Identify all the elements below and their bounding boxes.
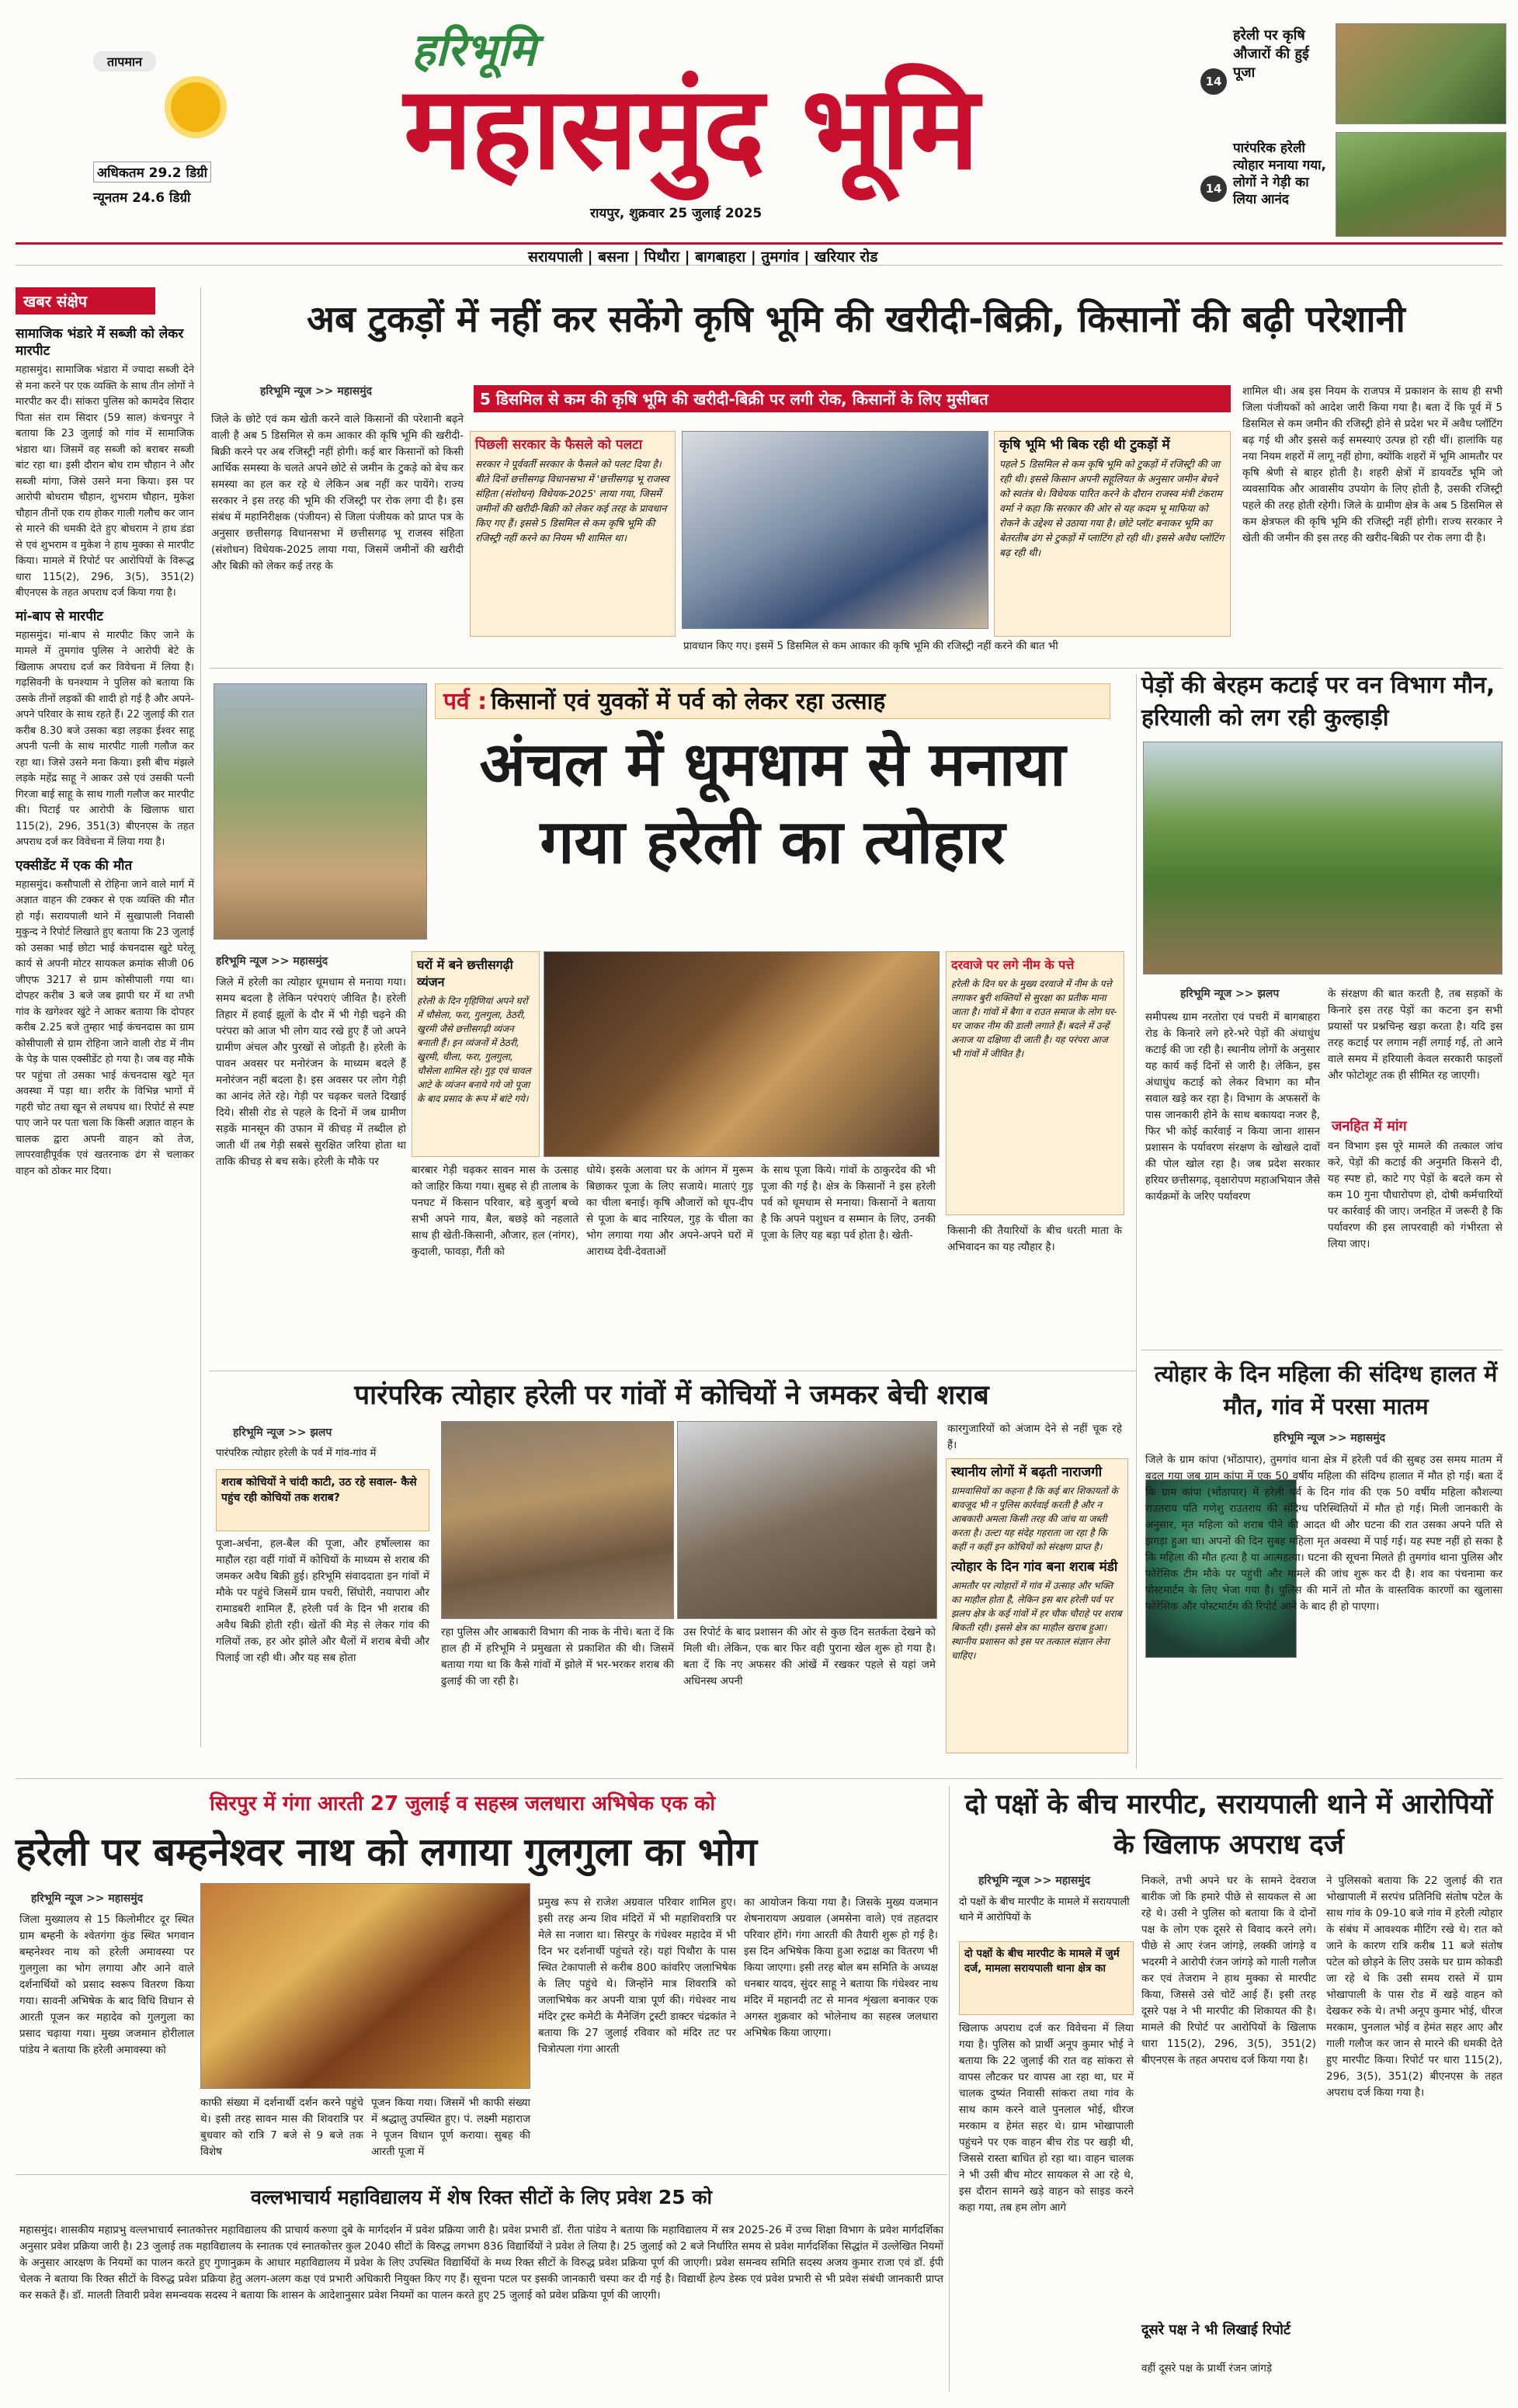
story3-byline: हरिभूमि न्यूज >> झलप [1180,988,1280,1000]
callout-text: शराब कोचियों ने चांदी काटी, उठ रहे सवाल- कैसे पहुंच रही कोचियों तक शराब? [221,1476,417,1504]
sun-icon [171,82,221,132]
story1-photo-office [682,431,988,629]
story7-col2: निकले, तभी अपने घर के सामने देवराज बारीक जो कि हमारे पीछे से सायकल से आ रहे थे। उसी ने पुलिस को बताया कि वे दोनों पक्ष के लोग एक दूसरे से विवाद करने लगे। पीछे से आए रंजन जांगड़े, लक्की जांगड़े व भदरमी ने आरोपी रंजन जांगड़े को गाली गलौज कर एवं तेजराम ने हाथ मुक्का से मारपीट किया, जिससे उसे चोटें आई हैं। इसी तरह दूसरे पक्ष ने भी मारपीट की शिकायत की है। मामले की रिपोर्ट पर आरोपियों के खिलाफ धारा 115(2), 296, 3(5), 351(2) बीएनएस के तहत अपराध दर्ज किया गया है। [1141,1875,1316,2066]
story1-col3: शामिल थी। अब इस नियम के राजपत्र में प्रकाशन के साथ ही सभी जिला पंजीयकों को आदेश जारी किया गया है। बता दें कि पूर्व में 5 डिसमिल से कम जमीन की रजिस्ट्री होने से प्रदेश भर में अवैध प्लॉटिंग बढ़ गई थी और इससे कई समस्याएं उत्पन्न हो रही थीं। हालांकि यह नया नियम शहरों में लागू नहीं होगा, क्योंकि शहरों में भूमि आमतौर पर कृषि श्रेणी से बाहर होती है। शहरी क्षेत्रों में डायवर्टेड भूमि जो व्यवसायिक और आवासीय उपयोग के लिए होती है, उसकी रजिस्ट्री पहले की तरह होती रहेगी। जिले के ग्रामीण क्षेत्र के अब 5 डिसमिल से कम क्षेत्रफल की कृषि भूमि की रजिस्ट्री नहीं होगी। राज्य सरकार ने खेती की जमीन की इस तरह की खरीद-बिक्री पर रोक लगा दी है। [1242,385,1502,544]
story2-col3: धोये। इसके अलावा घर के आंगन में मुरूम बिछाकर पूजा के लिए सजाये। माताएं गुड़ का चीला बनाई। कृषि औजारों को धूप-दीप से पूजा के बाद नारियल, गुड़ के चीला का भोग लगाया गया और अपने-अपने घरों में आराध्य देवी-देवताओं [586,1164,753,1258]
brief-item-body: महासमुंद। सामाजिक भंडारा में ज्यादा सब्जी देने से मना करने पर एक व्यक्ति के साथ तीन लोगों ने मारपीट कर दी। सांकरा पुलिस को कामदेव सिदार पिता संत राम सिदार (59 साल) कंचनपुर ने बताया कि 23 जुलाई को गांव में सामाजिक भंडारा था। जिसमें वह सब्जी को बराबर सब्जी बांट रहा था। इसी दौरान बोध राम चौहान ने और सब्जी मांगा, जिसे उसने मना किया। इस पर आरोपी बोधराम चौहान, शुभराम चौहान, मुकेश चौहान तीनों एक राय होकर गाली गलौच कर जान से मारने की धमकी देते हुए बोधराम ने हाथ डंडा से एवं शुभराम व मुकेश ने हाथ मुक्का से मारपीट किया। मामले में रिपोर्ट पर आरोपियों के विरूद्ध धारा 115(2), 296, 3(5), 351(2) बीएनएस के तहत अपराध दर्ज किया गया है। [16,364,194,599]
story4-col2: रहा पुलिस और आबकारी विभाग की नाक के नीचे। बता दें कि हाल ही में हरिभूमि ने प्रमुखता से प्रकाशित की थी। जिसमें बताया गया था कि कैसे गांवों में झोले में भर-भरकर शराब की ढुलाई की जा रही है। [441,1626,674,1687]
story4-headline: पारंपरिक त्योहार हरेली पर गांवों में कोचियों ने जमकर बेची शराब [354,1380,989,1411]
story1-byline: हरिभूमि न्यूज >> महासमुंद [260,385,373,398]
story5-headline: त्योहार के दिन महिला की संदिग्ध हालत में मौत, गांव में परसा मातम [1154,1360,1498,1419]
dateline: रायपुर, शुक्रवार 25 जुलाई 2025 [590,206,762,221]
story6-col1: जिला मुख्यालय से 15 किलोमीटर दूर स्थित ग्राम बम्हनी के श्वेतगंगा कुंड स्थित भगवान बम्हनेश्वर नाथ को हरेली अमावस्या पर गुलगुला का भोग लगाया और आने वाले दर्शनार्थियों को प्रसाद स्वरूप वितरण किया गया। सावनी अभिषेक के बाद विधि विधान से आरती पूजन कर महादेव को गुलगुला का प्रसाद चढ़ाया गया। मुख्य जजमान होरीलाल पांडेय ने बताया कि हरेली अमावस्या को [19,1913,194,2056]
max-temp: अधिकतम 29.2 डिग्री [93,162,211,182]
story8-headline: वल्लभाचार्य महाविद्यालय में शेष रिक्त सीटों के लिए प्रवेश 25 को [250,2186,713,2208]
story1-col1: जिले के छोटे एवं कम खेती करने वाले किसानों की परेशानी बढ़ने वाली है अब 5 डिसमिल से कम आकार की कृषि भूमि की खरीदी-बिक्री करने पर अब रजिस्ट्री नहीं होगी। कई बार किसानों को किसी आर्थिक समस्या के चलते अपने छोटे से जमीन के टुकड़े को बेच कर समस्या का हल कर रहे थे लेकिन अब नहीं कर पायेंगे। राज्य सरकार ने इस तरह की भूमि की रजिस्ट्री पर रोक लगा दी है। इस संबंध में महानिरीक्षक (पंजीयन) से जिला पंजीयक को प्राप्त पत्र के अनुसार छत्तीसगढ़ विधानसभा में छत्तीसगढ़ भू राजस्व संहिता (संशोधन) विधेयक-2025 लाया गया, जिसमें जमीनों की खरीदी और बिक्री को लेकर कई तरह के [211,413,464,572]
story2-col1: जिले में हरेली का त्योहार धूमधाम से मनाया गया। समय बदला है लेकिन परंपराएं जीवित है। हरेली तिहार में हवाई झूलों के दौर में भी गेड़ी चढ़ने की परंपरा को आज भी लोग याद रखे हुए हैं जो अपने ग्रामीण अंचल और पुरखों से जोड़ती है। हरेली के पावन अवसर पर मनोरंजन के माध्यम बदले हैं मनोरंजन नहीं बदला है। इस अवसर पर लोग गेड़ी का आनंद लेते रहे। गेड़ी पर चढ़कर चलते दिखाई दिये। सीसी रोड से पहले के दिनों में जब ग्रामीण सड़कें मानसून की उफान में कीचड़ में तब्दील हो जाती थीं तब गेड़ी सबसे सुरक्षित जरिया होता था ताकि कीचड़ से बच सके। हरेली के मौके पर [216,976,406,1168]
story1-box1 [470,431,676,637]
callout-text: दो पक्षों के बीच मारपीट के मामले में जुर्म दर्ज, मामला सरायपाली थाना क्षेत्र का [964,1948,1120,1975]
story7-col3: ने पुलिसको बताया कि 22 जुलाई की रात भोखापाली में सरपंच प्रतिनिधि संतोष पटेल के साथ गांव के 09-10 बजे गांव में हरेली त्योहार के संबंध में आवश्यक मीटिंग रखे थे। रात को जाने के कारण रात्रि करीब 11 बजे संतोष पटेल को छोड़ने के लिए उसके घर ग्राम कोकडी जा रहे थे कि उसी समय रास्ते में ग्राम भोखापाली के पास रोड में खड़े वाहन को देखकर रुके थे। तभी अनूप कुमार भोई, धीरज मरकाम, पुनलाल भोई व हेमंत सहर आए और गाली गलौज कर जान से मारने की धमकी देते हुए मारपीट किया। रिपोर्ट पर धारा 115(2), 296, 3(5), 351(2) बीएनएस के तहत अपराध दर्ज किया गया है। [1326,1875,1502,2099]
kicker-text: किसानों एवं युवकों में पर्व को लेकर रहा उत्साह [491,688,886,715]
box-head: दरवाजे पर लगे नीम के पत्ते [951,957,1075,972]
story6-kicker: सिरपुर में गंगा आरती 27 जुलाई व सहस्त्र जलधारा अभिषेक एक को [210,1792,716,1816]
story8-body: महासमुंद। शासकीय महाप्रभु वल्लभाचार्य स्नातकोत्तर महाविद्यालय की प्राचार्य करुणा दुबे के मार्गदर्शन में प्रवेश प्रक्रिया जारी है। प्रवेश प्रभारी डॉ. रीता पांडेय ने बताया कि महाविद्यालय में सत्र 2025-26 में उच्च शिक्षा विभाग के प्रवेश मार्गदर्शिका अनुसार प्रवेश प्रक्रिया जारी है। 23 जुलाई तक महाविद्यालय के स्नातक एवं स्नातकोत्तर कुल 2040 सीटों के विरुद्ध लगभग 836 विद्यार्थियों ने प्रवेश ले लिया है। 25 जुलाई को 2 बजे निर्धारित समय से प्रवेश मार्गदर्शिका सिद्धांत में उल्लेखित नियमों के अनुसार आरक्षण के नियमों का पालन करते हुए गुणानुक्रम के आधार महाविद्यालय में प्रवेश के लिए उपस्थित विद्यार्थियों के मध्य रिक्त सीटों के विरुद्ध प्रवेश प्रक्रिया पूर्ण की जाएगी। प्रवेश समन्वय समिति सदस्य अजय कुमार राजा एवं डॉ. ईपी चेलक ने बताया कि रिक्त सीटों के विरुद्ध प्रवेश प्रक्रिया हेतु अलग-अलग कक्ष एवं प्रभारी अधिकारी नियुक्त किए गए हैं। सूचना पटल पर इसकी जानकारी चस्पा कर दी गई है। विद्यार्थी हेल्प डेस्क एवं प्रवेश प्रभारी से भी प्रवेश संबंधी जानकारी प्राप्त कर सकते हैं। डॉ. मालती तिवारी प्रवेश समन्वयक सदस्य ने बताया कि शासन के आदेशानुसार प्रवेश नियमों का पालन करते हुए 25 जुलाई को प्रवेश प्रक्रिया पूर्ण की जाएगी। [19,2224,943,2302]
story7-sub-body: वहीं दूसरे पक्ष के प्रार्थी रंजन जांगड़े [1141,2362,1273,2375]
teaser-photo-1 [1336,23,1506,124]
story6-col2: काफी संख्या में दर्शनार्थी दर्शन करने पहुंचे थे। इसी तरह सावन मास की शिवरात्रि पर बुधवार को रात्रि 7 बजे से 9 बजे तक विशेष [200,2097,363,2158]
story4-col1: पूजा-अर्चना, हल-बैल की पूजा, और हर्षोल्लास का माहौल रहा वहीं गांवों में कोचियों के माध्यम से शराब की जमकर अवैध बिक्री हुई। हरिभूमि संवाददाता इन गांवों में मौके पर पहुंचे जिसमें ग्राम पचरी, सिंघोरी, नयापारा और रामाडबरी शामिल हैं, हरेली पर्व के दिन भी शराब की अवैध बिक्री होती रही। खेतों की मेड़ से लेकर गांव की गलियों तक, हर ओर झोले और थैलों में शराब बेची और पिलाई जा रही थी। और यह सब होता [216,1538,429,1664]
story7-callout [959,1941,1134,2015]
story4-sidebar [946,1458,1128,1753]
story4-col3: उस रिपोर्ट के बाद प्रशासन की ओर से कुछ दिन सतर्कता देखने को मिली थी। लेकिन, एक बार फिर वही पुराना खेल शुरू हो गया है। बता दें कि नए अफसर की आंखें में रखकर पहले से यहां जमे अधिनस्थ अपनी [683,1626,936,1687]
story3-col3: वन विभाग इस पूरे मामले की तत्काल जांच करे, पेड़ों की कटाई की अनुमति किसने दी, यह स्पष्ट हो, काटे गए पेड़ों के बदले कम से कम 10 गुना पौधारोपण हो, दोषी कर्मचारियों पर कार्रवाई की जाए। जनहित में जरूरी है कि पर्यावरण की इस लापरवाही को गंभीरता से लिया जाए। [1328,1140,1502,1250]
weather-box [16,14,208,231]
story3-col1: समीपस्थ ग्राम नरतोरा एवं पचरी में बागबाहरा रोड के किनारे लगे हरे-भरे पेड़ों की अंधाधुंध कटाई की जा रही है। स्थानीय लोगों के अनुसार यह कार्य कई दिनों से जारी है। लेकिन, इस अंधाधुंध कटाई को लेकर विभाग का मौन सवाल खड़े कर रहा है। विभाग के अफसरों के पास जानकारी होने के साथ बकायदा नजर है, फिर भी कोई कार्रवाई न किया जाना शासन प्रशासन के पर्यावरण संरक्षण के खोखले दावों की पोल खोल रहा है। जब प्रदेश सरकार हरियर छत्तीसगढ़, वृक्षारोपण महाअभियान जैसे कार्यक्रमों के जरिए पर्यावरण [1145,1011,1320,1203]
box-body: सरकार ने पूर्ववर्ती सरकार के फैसले को पलट दिया है। बीते दिनों छत्तीसगढ़ विधानसभा में 'छत्तीसगढ़ भू राजस्व संहिता (संशोधन) विधेयक-2025' लाया गया, जिसमें जमीनों की खरीदी-बिक्री को लेकर कई तरह के प्रावधान किए गए हैं। इससे 5 डिसमिल से कम कृषि भूमि की रजिस्ट्री नहीं करने का नियम भी शामिल था। [475,458,669,544]
brief-column [16,287,194,1778]
story6-col4: प्रमुख रूप से राजेश अग्रवाल परिवार शामिल हुए। इसी तरह अन्य शिव मंदिरों में भी महाशिवरात्रि पर मेले सा नजारा था। सिरपुर के गंधेश्वर महादेव में भी दिन भर दर्शनार्थी पहुंचते रहे। यहां पिथौरा के पास स्थित टेकापाली से करीब 800 कांवरिए जलाभिषेक के लिए पहुंचे थे। जिन्होंने मात्र शिवरात्रि को जलाभिषेक कर अपनी यात्रा पूर्ण की। गंधेश्वर नाथ मंदिर ट्रस्ट कमेटी के मैनेजिंग ट्रस्टी डाक्टर चंद्रकांत ने बताया कि 27 जुलाई रविवार को मंदिर तट पर चित्रोत्पला गंगा आरती [538,1896,736,2055]
teaser-page-badge: 14 [1200,68,1227,95]
weather-label: तापमान [93,51,156,71]
brief-item-body: महासमुंद। मां-बाप से मारपीट किए जाने के मामले में तुमगांव पुलिस ने आरोपी बेटे के खिलाफ अपराध दर्ज कर विवेचना में लिया है। गढ़सिवनी के घनश्याम ने पुलिस को बताया कि उसके तीनों लड़कों की शादी हो गई है और अपने-अपने परिवार के साथ रहते हैं। 22 जुलाई की रात करीब 8.30 बजे उसका बड़ा लड़का ईश्वर साहू अपनी पत्नी के साथ मारपीट गाली गलौज कर रहा था। जिसे उसने मना किया। इसी बीच मंझले लड़के महेंद्र साहू ने आकर उसे एवं उसकी पत्नी गिरजा बाई साहू के साथ गाली गलौज कर मारपीट की। पिटाई पर आरोपी के खिलाफ धारा 115(2), 296, 351(3) बीएनएस के तहत अपराध दर्ज कर विवेचना में लिया गया है। [16,629,194,848]
brand-logo: हरिभूमि [412,23,537,76]
story7-byline: हरिभूमि न्यूज >> महासमुंद [978,1875,1091,1887]
teaser-photo-2 [1336,132,1506,237]
sidebar-sub1-body: ग्रामवासियों का कहना है कि कई बार शिकायतों के बावजूद भी न पुलिस कार्रवाई करती है और न आबकारी अमला किसी तरह की जांच या जब्ती करता है। उल्टा यह संदेह गहराता जा रहा है कि कहीं न कहीं इन कोचियों को संरक्षण प्राप्त है। [951,1485,1118,1552]
story2-photo-gedi-left [214,683,427,940]
towns-list: सरायपाली | बसना | पिथौरा | बागबाहरा | तुमगांव | खरियार रोड [528,248,878,266]
story2-box1 [412,951,540,1157]
story7-lead: दो पक्षों के बीच मारपीट के मामले में सरायपाली थाने में आरोपियों के [959,1896,1130,1923]
teaser-text: हरेली पर कृषि औजारों की हुई पूजा [1233,27,1309,81]
story4-lead: पारंपरिक त्योहार हरेली के पर्व में गांव-गांव में [216,1447,377,1459]
story1-col2: प्रावधान किए गए। इसमें 5 डिसमिल से कम आकार की कृषि भूमि की रजिस्ट्री नहीं करने की बात भी [683,640,1058,652]
sidebar-sub2-body: आमतौर पर त्योहारों में गांव में उत्साह और भक्ति का माहौल होता है, लेकिन इस बार हरेली पर्व पर झलप क्षेत्र के कई गांवों में हर चौक चौराहे पर शराब बिकती रही। इससे क्षेत्र का माहौल खराब हुआ। स्थानीय प्रशासन को इस पर तत्काल संज्ञान लेना चाहिए। [951,1580,1122,1661]
story7-headline: दो पक्षों के बीच मारपीट, सरायपाली थाने में आरोपियों के खिलाफ अपराध दर्ज [964,1789,1493,1861]
box-head: कृषि भूमि भी बिक रही थी टुकड़ों में [999,437,1170,453]
story4-byline: हरिभूमि न्यूज >> झलप [233,1426,332,1439]
story5-byline: हरिभूमि न्यूज >> महासमुंद [1273,1432,1386,1444]
sidebar-sub2: त्योहार के दिन गांव बना शराब मंडी [951,1559,1118,1575]
box-body: हरेली के दिन गृहिणियां अपने घरों में चौसेला, फरा, गुलगुला, ठेठरी, खुरमी जैसे छत्तीसगढ़ी व्यंजन बनाती हैं। इन व्यंजनों में ठेठरी, खुरमी, चीला, फरा, गुलगुला, चौसेला शामिल रहे। गुड़ एवं चावल आटे के व्यंजन बनाये गये जो पूजा के बाद प्रसाद के रूप में बांटे गये। [417,996,531,1104]
story1-strap: 5 डिसमिल से कम की कृषि भूमि की खरीदी-बिक्री पर लगी रोक, किसानों के लिए मुसीबत [474,385,1231,412]
story6-headline: हरेली पर बम्हनेश्वर नाथ को लगाया गुलगुला का भोग [16,1829,758,1875]
teaser-1[interactable] [1165,23,1506,140]
story7-col1: खिलाफ अपराध दर्ज कर विवेचना में लिया गया है। पुलिस को प्रार्थी अनूप कुमार भोई ने बताया कि 22 जुलाई की रात वह सांकरा से वापस लौटकर घर वापस आ रहा था, घर में चालक दुष्यंत निवासी सांकरा तथा गांव के साथ काम करने वाले पुनलाल भोई, धीरज मरकाम व हेमंत सहर थे। ग्राम भोखापाली पहुंचने पर एक वाहन बीच रोड पर खड़ी थी, जिससे रास्ता बाधित हो रहा था। वाहन चालक ने भी उसी बीच मोटर सायकल से आ रहे थे, इस दौरान सामने खड़े वाहन को साइड करने कहा गया, तब हम लोग आगे [959,2022,1134,2214]
story2-col4: के साथ पूजा किये। गांवों के ठाकुरदेव की भी पूजा की गई है। क्षेत्र के किसानों ने इस हरेली पर्व को धूमधाम से मनाया। किसानों ने बताया है कि अपने पशुधन व सम्मान के लिए, उनकी पूजा के लिए यह बड़ा पर्व होता है। खेती- [761,1164,936,1242]
story2-col2: बारबार गेड़ी चढ़कर सावन मास के उत्साह को जाहिर किया गया। सुबह से ही तालाब के पनघट में किसान परिवार, बड़े बुजुर्ग बच्चे सभी अपने गाय, बैल, बछड़े को नहलाते साथ ही खेती-किसानी, औजार, हल (नांगर), कुदाली, फावड़ा, गैंती को [412,1164,578,1258]
box-head: पिछली सरकार के फैसले को पलटा [475,437,643,453]
story3-col2: के संरक्षण की बात करती है, तब सड़कों के किनारे इस तरह पेड़ों का कटना इन सभी प्रयासों पर प्रश्नचिन्ह खड़ा करता है। यदि इस तरह कटाई पर लगाम नहीं लगाई गई, तो आने वाले समय में हरियाली केवल सरकारी फाइलों और फोटोशूट तक ही सीमित रह जाएगी। [1328,988,1502,1082]
story4-photo-liquor-left [441,1421,674,1619]
towns-bar [16,242,1502,266]
story6-col3: पूजन किया गया। जिसमें भी काफी संख्या में श्रद्धालु उपस्थित हुए। पं. लक्ष्मी महाराज ने पूजन विधान पूर्ण कराया। सुबह की आरती पूजा में [371,2097,530,2158]
story1-headline: अब टुकड़ों में नहीं कर सकेंगे कृषि भूमि की खरीदी-बिक्री, किसानों की बढ़ी परेशानी [307,298,1405,341]
story3-subhead: जनहित में मांग [1332,1118,1407,1135]
story2-kicker [435,683,1110,719]
story1-box2 [994,431,1231,637]
story6-col5: का आयोजन किया गया है। जिसके मुख्य यजमान शेषनारायण अग्रवाल (अमसेना वाले) एवं तहतदार परिवार होंगे। गंगा आरती की तैयारी शुरू हो गई है। इस दिन अभिषेक किया हुआ रुद्राक्ष का वितरण भी किया जाएगा। इसी तरह बोल बम समिति के अध्यक्ष धनबार यादव, सुंदर साहू ने बताया कि गंधेश्वर नाथ मंदिर में महानदी तट से मानव शृंखला बनाकर एक अगस्त शुक्रवार को भोलेनाथ का सहस्त्र जलधारा अभिषेक किया जाएगा। [744,1896,938,2039]
story4-col4: कारगुजारियों को अंजाम देने से नहीं चूक रहे हैं। [947,1423,1122,1451]
story4-callout [216,1469,429,1531]
brief-item-body: महासमुंद। कसौपाली से रोहिना जाने वाले मार्ग में अज्ञात वाहन की टक्कर से एक व्यक्ति की मौत हो गई। सरायपाली थाने में सुखापाली निवासी मुकुन्द ने रिपोर्ट लिखाते हुए बताया कि 23 जुलाई को उसका भाई छोटा भाई कंचनदास खुटे घरेलू कार्य से अपनी मोटर सायकल क्रमांक सीजी 06 जीएफ 3217 से ग्राम कोसीपाली गया था। दोपहर करीब 3 बजे जब झापी घर में था तभी गांव के खगेश्वर खुंटे ने आकर बताया कि दोपहर करीब 2.25 बजे तुम्हार भाई कंचनदास का ग्राम कोसीपाली से ग्राम रोहिना जाने वाली रोड में नीम के पेड़ के पास एक्सीडेंट हो गया है। जब वह मौके पर पहुंचा तो उसका भाई कंचनदास खुटे मृत अवस्था में पड़ा था। शरीर के विभिन्न भागों में गहरी चोट तथा खून से लथपथ था। रिपोर्ट से स्पष्ट पाए जाने पर पता चला कि किसी अज्ञात वाहन के चालक द्वारा अपनी वाहन को तेज, लापरवाहीपूर्वक एवं खतरनाक ढंग से चलाकर वाहन को ठोकर मार दिया। [16,878,194,1177]
story6-byline: हरिभूमि न्यूज >> महासमुंद [31,1892,144,1905]
story5-body: जिले के ग्राम कांपा (भोंठापार), तुमगांव थाना क्षेत्र में हरेली पर्व की सुबह उस समय मातम में बदल गया जब ग्राम कांपा में एक 50 वर्षीय महिला की संदिग्ध हालात में मौत हो गई। बता दें कि ग्राम कांपा (भोंठापार) में हरेली पर्व के दिन गांव की एक 50 वर्षीय महिला कौशल्या राउतराय पति गणेशु राउतराय की संदिग्ध परिस्थितियों में मौत हो गई। मिली जानकारी के अनुसार, मृत महिला को शराब पीने की आदत थी और घटना की रात उसका अपने पति से झगड़ा हुआ था। अपनों की दिन सुबह महिला मृत अवस्था में पाई गई। यह स्पष्ट नहीं हो सका है कि महिला की मौत हत्या है या आत्महत्या। घटना की सूचना मिलते ही तुमगांव थाना पुलिस और फोरेंसिक टीम मौके पर पहुंची और मामले की जांच शुरू कर दी है। शव का पंचनामा कर पोस्टमार्टम के लिए भेजा गया है। पुलिस की मानें तो मौत के वास्तविक कारणों का खुलासा फोरेंसिक और पोस्टमार्टम की रिपोर्ट आने के बाद ही हो पाएगा। [1145,1454,1502,1613]
story2-box2 [946,951,1124,1215]
story2-col5: किसानी की तैयारियों के बीच धरती माता के अभिवादन का यह त्यौहार है। [947,1225,1122,1253]
box-body: पहले 5 डिसमिल से कम कृषि भूमि को टुकड़ों में रजिस्ट्री की जा रही थी। इससे किसान अपनी सहूलियत के अनुसार जमीन बेचने को स्वतंत्र थे। विधेयक पारित करने के दौरान राजस्व मंत्री टंकराम वर्मा ने कहा कि सरकार की ओर से यह कदम भू माफिया को रोकने के उद्देश्य से उठाया गया है। छोटे प्लॉट बनाकर भूमि का बेतरतीब ढंग से टुकड़ों में प्लाटिंग हो रही थी। इससे अवैध प्लॉटिंग बढ़ रही थी। [999,458,1224,558]
story2-photo-puja [544,951,940,1157]
brief-title: खबर संक्षेप [16,287,155,314]
brief-item-head: एक्सीडेंट में एक की मौत [16,857,133,874]
story3-photo-trees [1143,742,1502,975]
brief-item-head: मां-बाप से मारपीट [16,608,103,624]
teaser-2[interactable] [1165,132,1506,248]
sidebar-sub1: स्थानीय लोगों में बढ़ती नाराजगी [951,1465,1103,1480]
story4-photo-liquor-right [677,1421,937,1619]
box-body: हरेली के दिन घर के मुख्य दरवाजे में नीम के पत्ते लगाकर बुरी शक्तियों से सुरक्षा का प्रतीक माना जाता है। गांवों में बैगा व राउत समाज के लोग घर-घर जाकर नीम की डाली लगाते हैं। बदले में उन्हें अनाज या दक्षिणा दी जाती है। यह परंपरा आज भी गांवों में जीवित है। [951,978,1117,1059]
min-temp: न्यूनतम 24.6 डिग्री [93,190,191,206]
story6-photo-temple [200,1883,530,2089]
box-head: घरों में बने छत्तीसगढ़ी व्यंजन [417,957,513,989]
kicker-label: पर्व : [443,688,488,715]
teaser-text: पारंपरिक हरेली त्योहार मनाया गया, लोगों ने गेड़ी का लिया आनंद [1233,141,1326,207]
story2-byline: हरिभूमि न्यूज >> महासमुंद [216,955,328,968]
story2-headline: अंचल में धूमधाम से मनाया गया हरेली का त्योहार [479,730,1066,877]
brief-item-head: सामाजिक भंडारे में सब्जी को लेकर मारपीट [16,326,184,359]
story3-headline: पेड़ों की बेरहम कटाई पर वन विभाग मौन, हरियाली को लग रही कुल्हाड़ी [1141,672,1495,731]
teaser-page-badge: 14 [1200,175,1227,202]
story7-subhead: दूसरे पक्ष ने भी लिखाई रिपोर्ट [1141,2322,1290,2338]
page-title: महासमुंद भूमि [404,61,978,195]
